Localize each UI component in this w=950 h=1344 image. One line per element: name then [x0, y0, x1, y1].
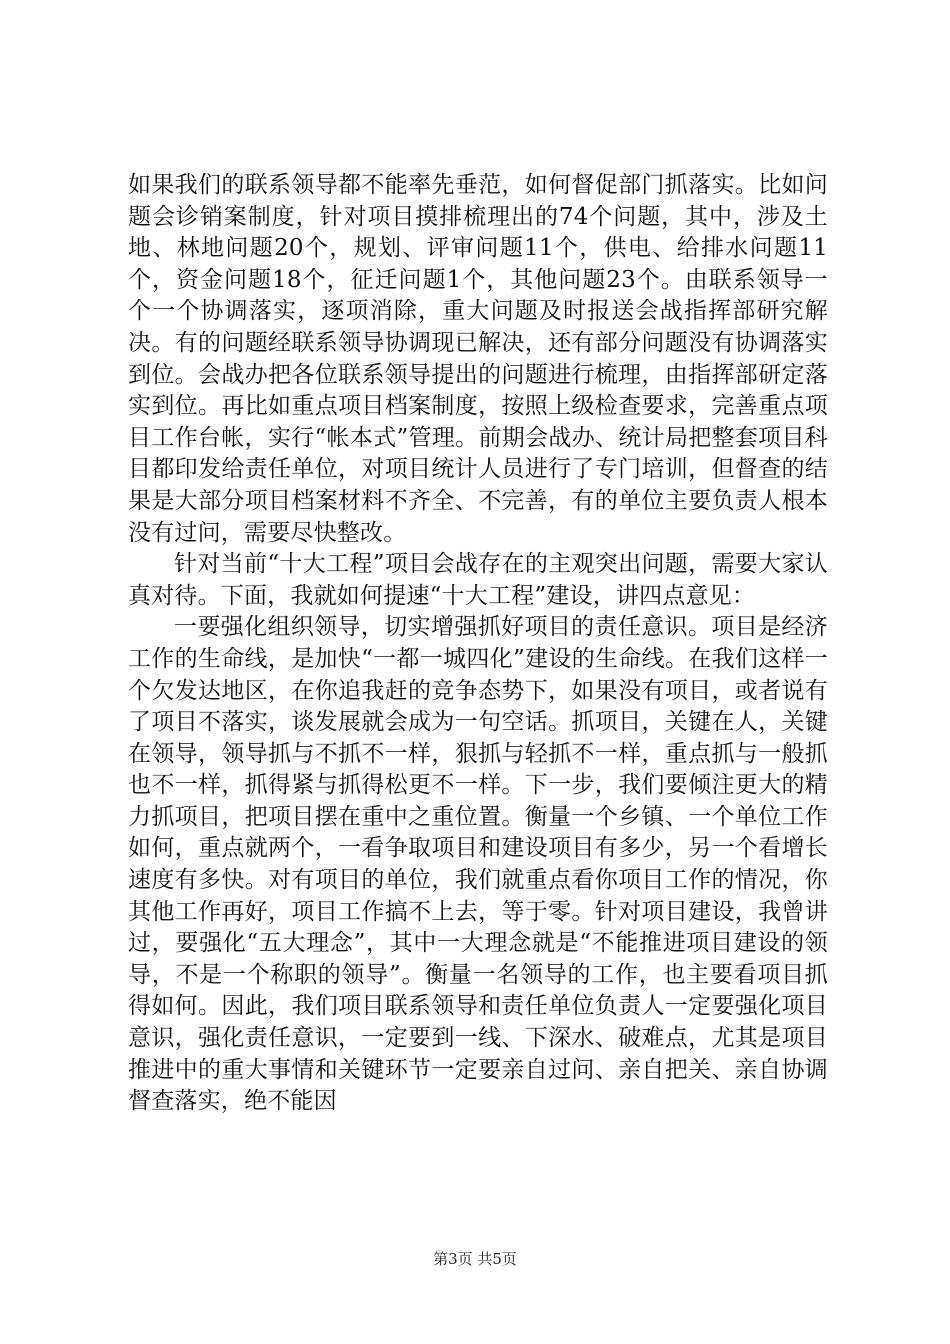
body-text — [128, 170, 828, 1118]
paragraph-3: 一要强化组织领导，切实增强抓好项目的责任意识。项目是经济工作的生命线，是加快“一都一城四化”建设的生命线。在我们这样一个欠发达地区，在你追我赶的竞争态势下，如果没有项目，或者说有了项目不落实，谈发展就会成为一句空话。抓项目，关键在人，关键在领导，领导抓与不抓不一样，狠抓与轻抓不一样，重点抓与一般抓也不一样，抓得紧与抓得松更不一样。下一步，我们要倾注更大的精力抓项目，把项目摆在重中之重位置。衡量一个乡镇、一个单位工作如何，重点就两个，一看争取项目和建设项目有多少，另一个看增长速度有多快。对有项目的单位，我们就重点看你项目工作的情况，你其他工作再好，项目工作搞不上去，等于零。针对项目建设，我曾讲过，要强化“五大理念”，其中一大理念就是“不能推进项目建设的领导，不是一个称职的领导”。衡量一名领导的工作，也主要看项目抓得如何。因此，我们项目联系领导和责任单位负责人一定要强化项目意识，强化责任意识，一定要到一线、下深水、破难点，尤其是项目推进中的重大事情和关键环节一定要亲自过问、亲自把关、亲自协调督查落实，绝不能因 — [128, 614, 828, 1115]
paragraph-1: 如果我们的联系领导都不能率先垂范，如何督促部门抓落实。比如问题会诊销案制度，针对项目摸排梳理出的74个问题，其中，涉及土地、林地问题20个，规划、评审问题11个，供电、给排水问题11个，资金问题18个，征迁问题1个，其他问题23个。由联系领导一个一个协调落实，逐项消除，重大问题及时报送会战指挥部研究解决。有的问题经联系领导协调现已解决，还有部分问题没有协调落实到位。会战办把各位联系领导提出的问题进行梳理，由指挥部研定落实到位。再比如重点项目档案制度，按照上级检查要求，完善重点项目工作台帐，实行“帐本式”管理。前期会战办、统计局把整套项目科目都印发给责任单位，对项目统计人员进行了专门培训，但督查的结果是大部分项目档案材料不齐全、不完善，有的单位主要负责人根本没有过问，需要尽快整改。 — [128, 172, 828, 546]
paragraph-2: 针对当前“十大工程”项目会战存在的主观突出问题，需要大家认真对待。下面，我就如何提速“十大工程”建设，讲四点意见： — [128, 551, 828, 609]
page-footer — [0, 1248, 950, 1269]
page-number: 第3页 共5页 — [433, 1250, 517, 1268]
